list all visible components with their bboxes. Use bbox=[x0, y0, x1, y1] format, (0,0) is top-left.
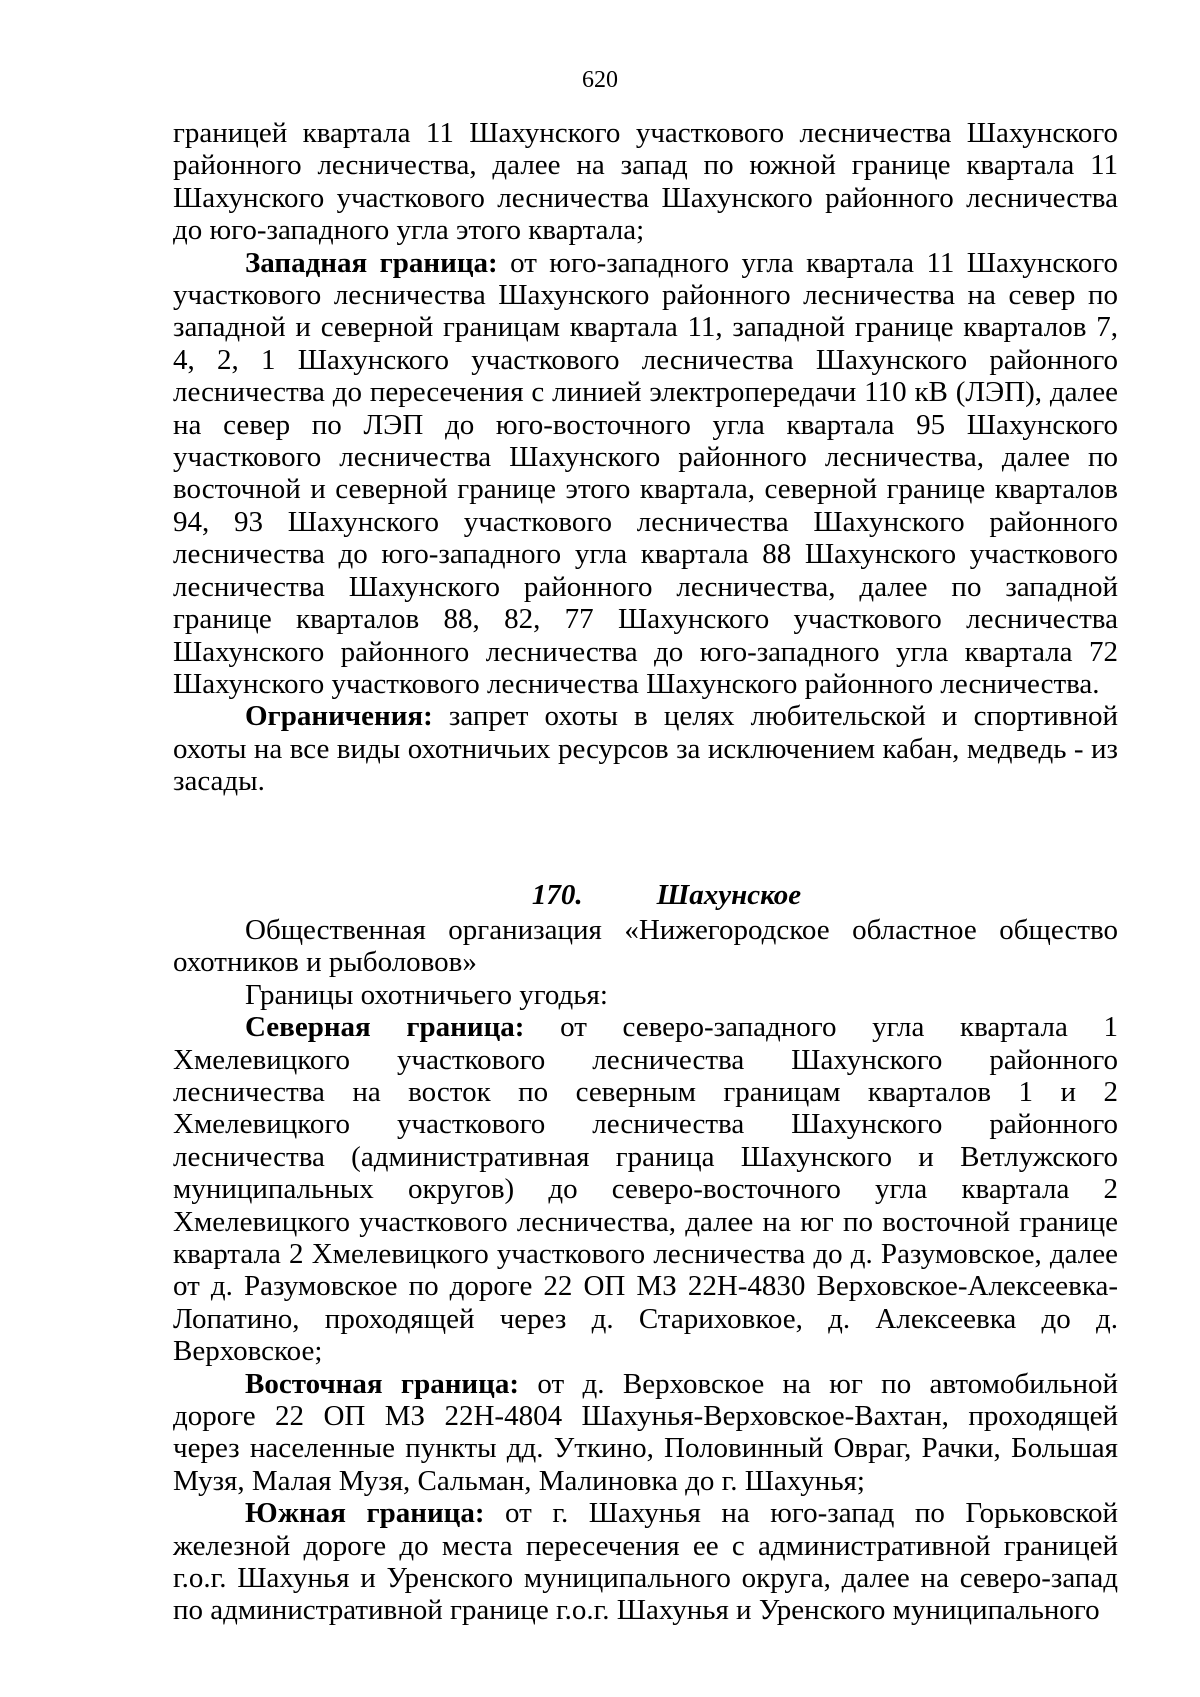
section-heading bbox=[173, 879, 1118, 911]
section-number: 170. bbox=[531, 878, 583, 911]
northern-boundary-paragraph bbox=[173, 1011, 1118, 1367]
restrictions-label: Ограничения: bbox=[245, 700, 433, 733]
restrictions-paragraph bbox=[173, 700, 1118, 797]
eastern-boundary-label: Восточная граница: bbox=[245, 1367, 520, 1400]
page-number: 620 bbox=[582, 67, 618, 93]
eastern-boundary-paragraph bbox=[173, 1368, 1118, 1498]
intro-paragraph: границей квартала 11 Шахунского участкового лесничества Шахунского районного лесничества, далее на запад по южной границе квартала 11 Шахунского участкового лесничества Шахунского районного лесничества до юго-западного угла этого квартала; bbox=[173, 117, 1118, 247]
northern-boundary-label: Северная граница: bbox=[245, 1011, 525, 1044]
western-boundary-paragraph bbox=[173, 247, 1118, 701]
northern-boundary-text: от северо-западного угла квартала 1 Хмелевицкого участкового лесничества Шахунского районного лесничества на восток по северным границам кварталов 1 и 2 Хмелевицкого участкового лесничества Шахунского районного лесничества (административная граница Шахунского и Ветлужского муниципальных округов) до северо-восточного угла квартала 2 Хмелевицкого участкового лесничества, далее на юг по восточной границе квартала 2 Хмелевицкого участкового лесничества до д. Разумовское, далее от д. Разумовское по дороге 22 ОП МЗ 22Н-4830 Верховское-Алексеевка-Лопатино, проходящей через д. Стариховкое, д. Алексеевка до д. Верховское; bbox=[173, 1011, 1119, 1368]
southern-boundary-paragraph bbox=[173, 1497, 1118, 1627]
western-boundary-label: Западная граница: bbox=[245, 246, 498, 279]
western-boundary-text: от юго-западного угла квартала 11 Шахунского участкового лесничества Шахунского районного лесничества на север по западной и северной границам квартала 11, западной границе кварталов 7, 4, 2, 1 Шахунского участкового лесничества Шахунского районного лесничества до пересечения с линией электропередачи 110 кВ (ЛЭП), далее на север по ЛЭП до юго-восточного угла квартала 95 Шахунского участкового лесничества Шахунского районного лесничества, далее по восточной и северной границе этого квартала, северной границе кварталов 94, 93 Шахунского участкового лесничества Шахунского районного лесничества до юго-западного угла квартала 88 Шахунского участкового лесничества Шахунского районного лесничества, далее по западной границе кварталов 88, 82, 77 Шахунского участкового лесничества Шахунского районного лесничества до юго-западного угла квартала 72 Шахунского участкового лесничества Шахунского районного лесничества. bbox=[173, 246, 1118, 700]
eastern-boundary-text: от д. Верховское на юг по автомобильной дороге 22 ОП МЗ 22Н-4804 Шахунья-Верховское-Вахтан, проходящей через населенные пункты дд. Уткино, Половинный Овраг, Рачки, Большая Музя, Малая Музя, Сальман, Малиновка до г. Шахунья; bbox=[173, 1367, 1118, 1497]
section-title: Шахунское bbox=[656, 878, 802, 911]
document-body bbox=[173, 117, 1118, 1627]
restrictions-text: запрет охоты в целях любительской и спортивной охоты на все виды охотничьих ресурсов за исключением кабан, медведь - из засады. bbox=[173, 700, 1118, 798]
organization-paragraph: Общественная организация «Нижегородское областное общество охотников и рыболовов» bbox=[173, 913, 1118, 979]
southern-boundary-label: Южная граница: bbox=[245, 1497, 485, 1530]
southern-boundary-text: от г. Шахунья на юго-запад по Горьковской железной дороге до места пересечения ее с административной границей г.о.г. Шахунья и Уренского муниципального округа, далее на северо-запад по административной границе г.о.г. Шахунья и Уренского муниципального bbox=[173, 1497, 1118, 1627]
boundaries-intro: Границы охотничьего угодья: bbox=[245, 978, 608, 1011]
